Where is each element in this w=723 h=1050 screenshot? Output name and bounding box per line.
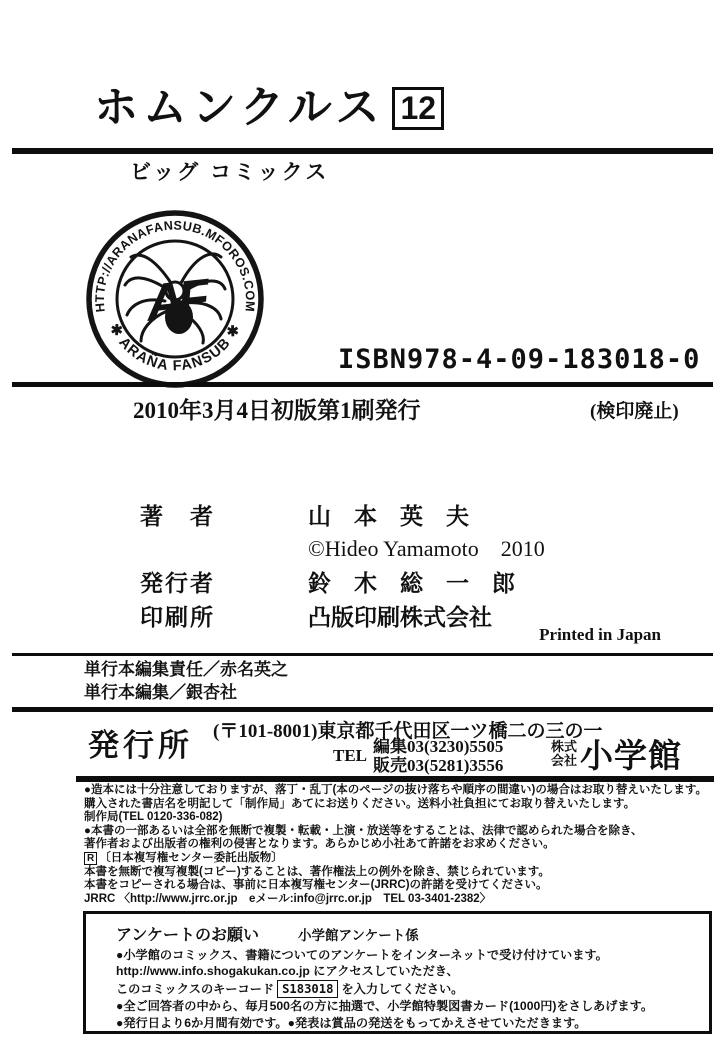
- spider-icon: [125, 254, 225, 343]
- notice-line: ●本書の一部あるいは全部を無断で複製・転載・上演・放送等をすることは、法律で認められた場合を除き、: [84, 824, 643, 837]
- survey-heading-right: 小学館アンケート係: [298, 928, 419, 943]
- publisher-company: [551, 730, 682, 777]
- notice-line-jrrc: JRRC 〈http://www.jrrc.or.jp eメール:info@jrrc.or.jp TEL 03-3401-2382〉: [84, 892, 492, 905]
- notice-line: 購入された書店名を明記して「制作局」あてにお送りください。送料小社負担にてお取り替えいたします。: [84, 797, 636, 810]
- copyright-line: ©Hideo Yamamoto 2010: [308, 536, 545, 561]
- book-title-row: [94, 83, 444, 132]
- book-title: ホムンクルス: [94, 83, 385, 132]
- isbn-divider-rule: [12, 382, 713, 387]
- publisher-name: 鈴 木 総 一 郎: [308, 571, 515, 596]
- tel-label: TEL: [333, 746, 368, 765]
- print-date: 2010年3月4日初版第1刷発行: [133, 398, 421, 423]
- notice-line: ●造本には十分注意しておりますが、落丁・乱丁(本のページの抜け落ちや順序の間違い)の場合はお取り替えいたします。: [84, 784, 707, 796]
- company-type-top: 株式: [551, 738, 578, 754]
- stamp-monogram: AF: [143, 269, 207, 333]
- editing-company: 単行本編集／銀杏社: [84, 683, 237, 702]
- survey-line: ●小学館のコミックス、書籍についてのアンケートをインターネットで受け付けています。: [116, 948, 608, 962]
- notice-line: 〔日本複写権センター委託出版物〕: [99, 851, 283, 864]
- printer-name: 凸版印刷株式会社: [308, 605, 492, 630]
- notice-line-r: [84, 852, 714, 866]
- survey-line: http://www.info.shogakukan.co.jp にアクセスしていただき、: [116, 964, 459, 979]
- registered-copy-mark: R: [84, 852, 97, 865]
- publisher-label: 発行者: [140, 571, 215, 596]
- tel-editorial: 編集03(3230)5505: [373, 737, 504, 756]
- publisher-address: (〒101-8001)東京都千代田区一ツ橋二の三の一: [213, 721, 603, 742]
- notice-box-top-rule: [76, 776, 714, 782]
- legal-notice-block: [84, 784, 714, 906]
- tel-sales: 販売03(5281)3556: [373, 756, 504, 775]
- isbn-number: ISBN978-4-09-183018-0: [338, 344, 701, 375]
- company-type-bottom: 会社: [551, 752, 578, 768]
- title-divider-rule: [12, 148, 713, 154]
- author-label: 著 者: [140, 504, 215, 529]
- stamp-url-arc-text: HTTP://ARANAFANSUB.MFOROS.COM: [92, 218, 258, 313]
- stamp-name-arc-text: ✱ ARAÑA FANSUB ✱: [105, 321, 245, 375]
- inspection-note: (検印廃止): [590, 401, 679, 422]
- notice-line: 本書を無断で複写複製(コピー)することは、著作権法上の例外を除き、禁じられています。: [84, 865, 550, 878]
- editing-responsible: 単行本編集責任／赤名英之: [84, 660, 288, 679]
- keycode-value: S183018: [277, 980, 338, 998]
- printer-label: 印刷所: [140, 605, 215, 630]
- survey-keycode-line: [116, 980, 696, 998]
- survey-heading: アンケートのお願い: [116, 927, 260, 944]
- survey-line: ●全ご回答者の中から、毎月500名の方に抽選で、小学館特製図書カード(1000円)をさしあげます。: [116, 999, 654, 1014]
- company-name: 小学館: [580, 737, 683, 774]
- editors-top-rule: [12, 653, 713, 656]
- editing-credits: [84, 658, 288, 704]
- fansub-stamp: [84, 208, 266, 390]
- notice-line: 本書をコピーされる場合は、事前に日本複写権センター(JRRC)の許諾を受けてください。: [84, 879, 548, 892]
- editors-bottom-rule: [12, 707, 713, 712]
- publishing-house-label: 発行所: [88, 728, 193, 763]
- notice-line: 制作局(TEL 0120-336-082): [84, 811, 223, 824]
- survey-line: ●発行日より6か月間有効です。●発表は賞品の発送をもってかえさせていただきます。: [116, 1015, 587, 1030]
- notice-line: 著作者および出版者の権利の侵害となります。あらかじめ小社あて許諾をお求めください。: [84, 838, 555, 851]
- keycode-post: を入力してください。: [341, 981, 464, 996]
- survey-box: [83, 911, 712, 1034]
- survey-lines: [116, 947, 696, 1031]
- volume-number-box: 12: [392, 87, 444, 130]
- author-name: 山 本 英 夫: [308, 504, 469, 529]
- imprint-label: ビッグ コミックス: [130, 161, 330, 184]
- publisher-phone-block: [333, 737, 503, 775]
- printed-in-japan: Printed in Japan: [539, 625, 661, 644]
- keycode-pre: このコミックスのキーコード: [116, 981, 275, 996]
